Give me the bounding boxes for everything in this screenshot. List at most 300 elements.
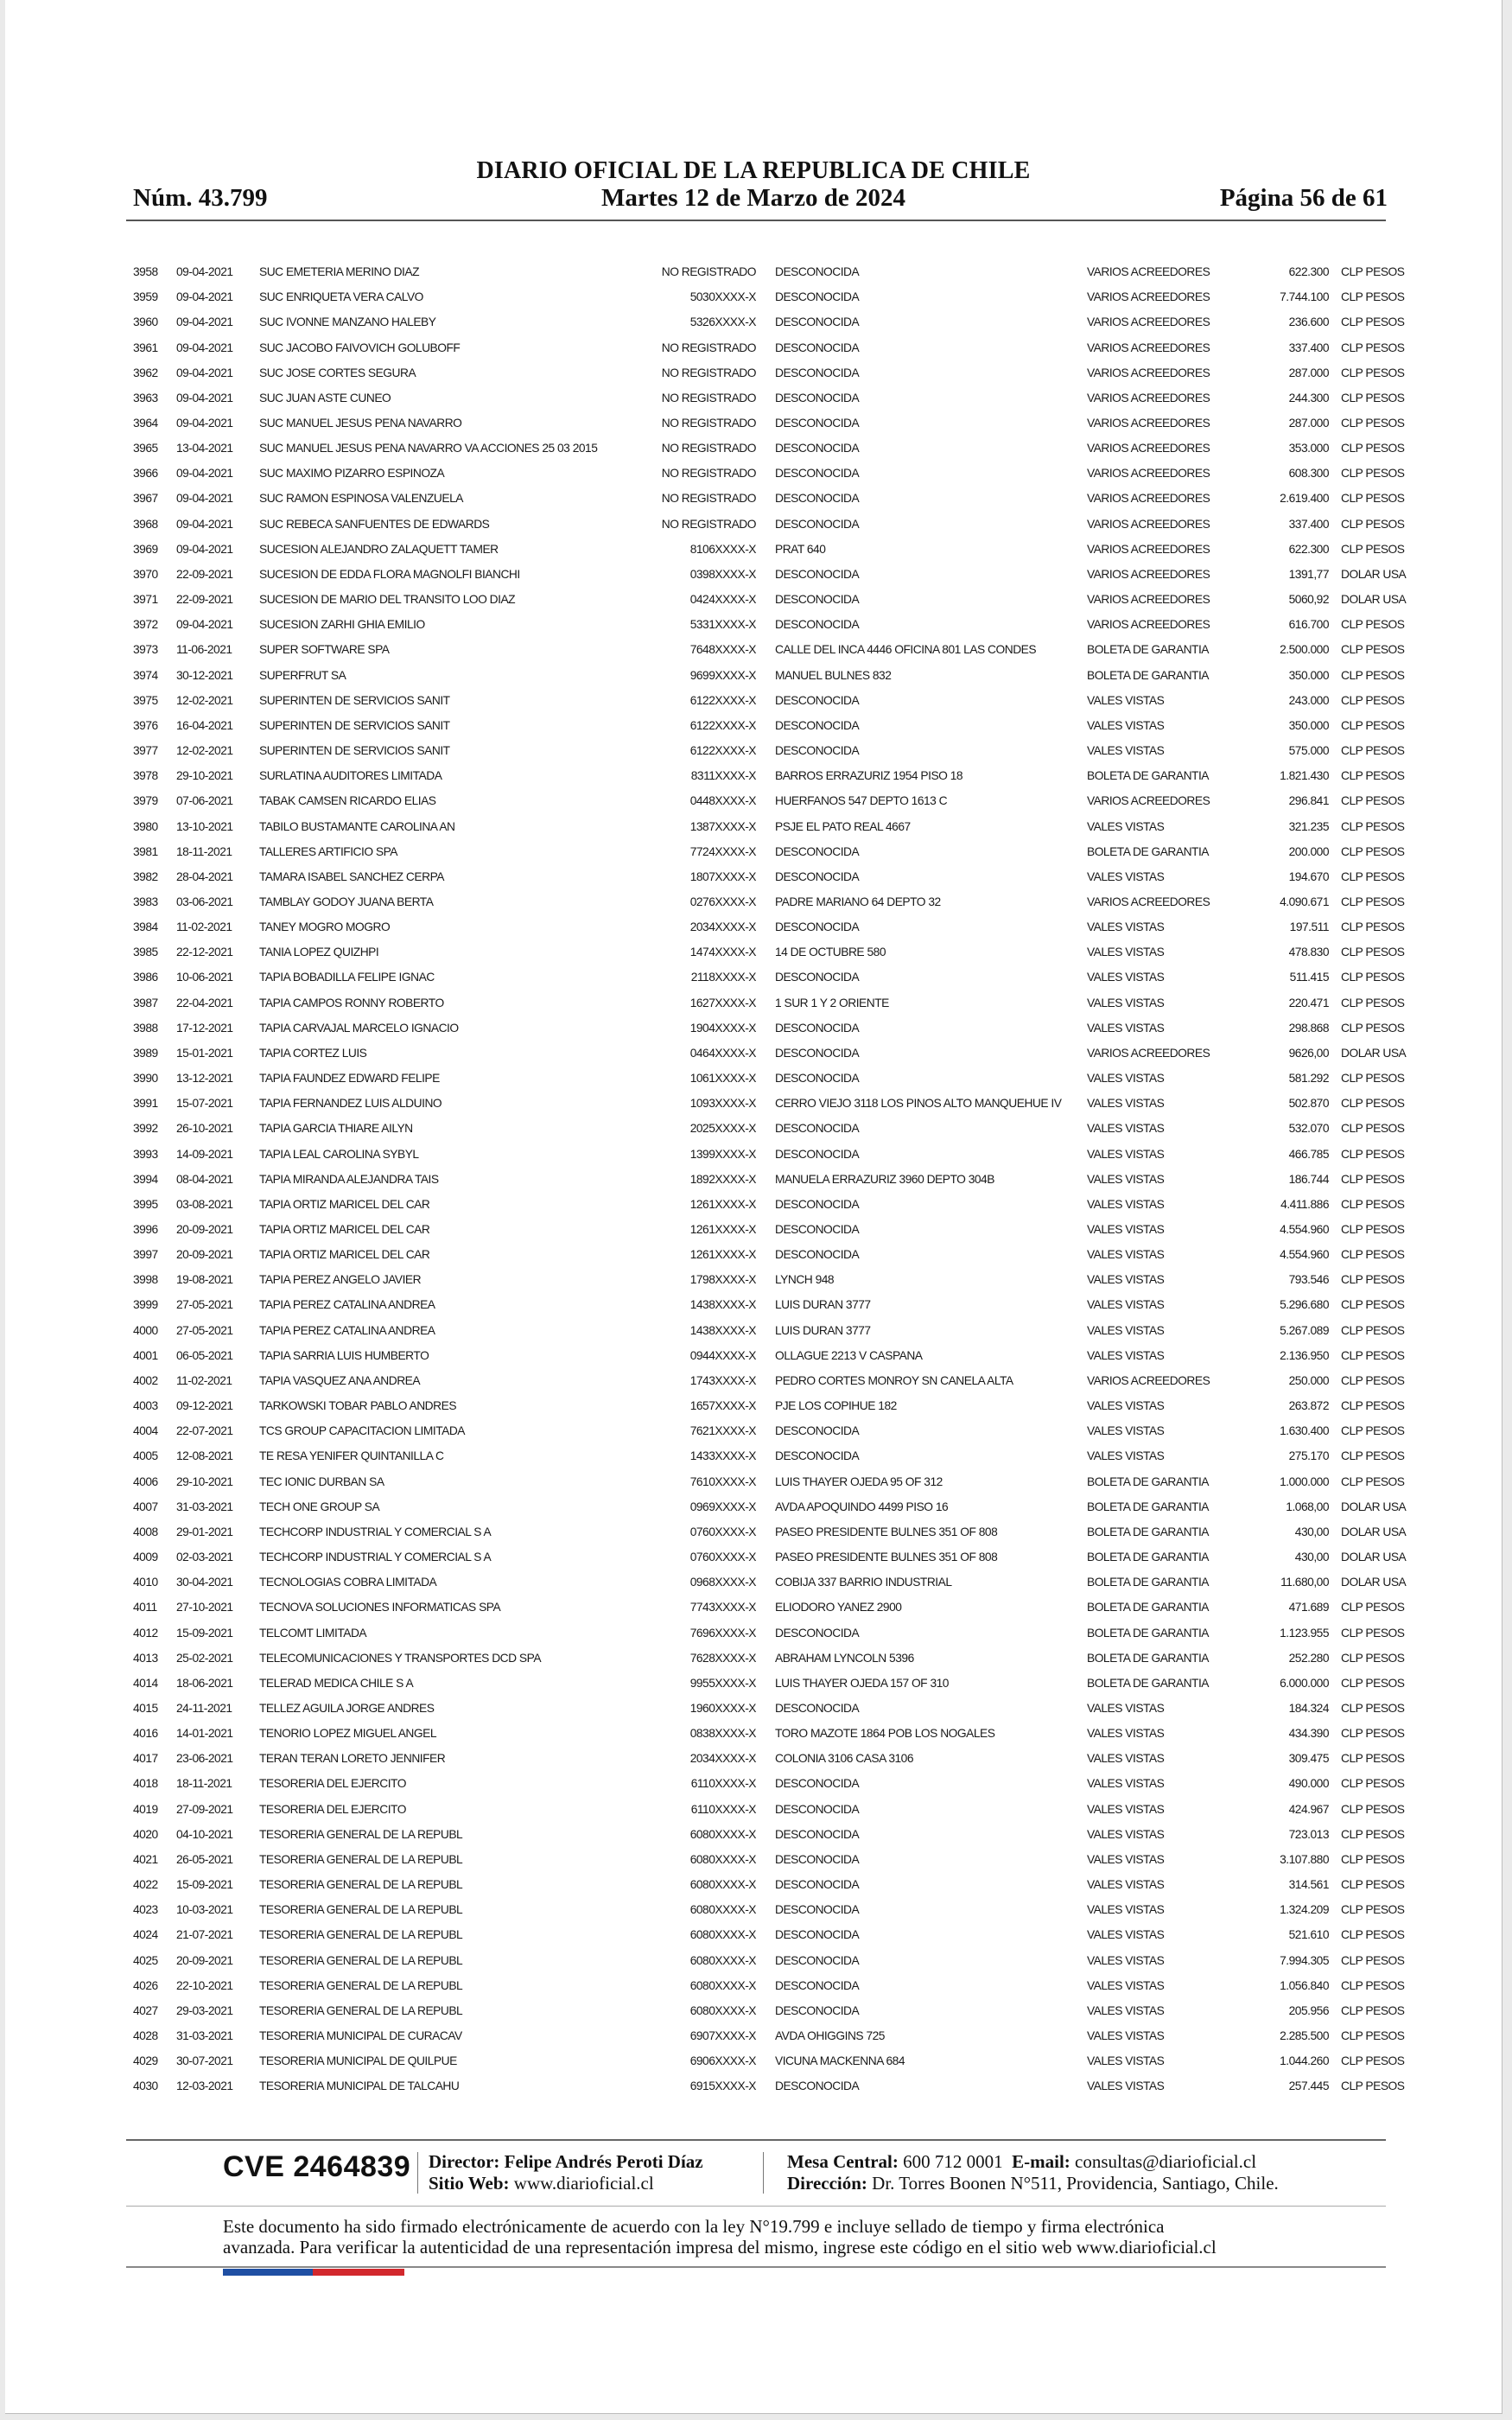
holder-name: TESORERIA GENERAL DE LA REPUBL [259,1827,463,1841]
holder-address: PEDRO CORTES MONROY SN CANELA ALTA [775,1373,1013,1387]
currency: CLP PESOS [1341,819,1405,833]
footer-divider-middle [126,2206,1386,2207]
holder-address: DESCONOCIDA [775,517,860,531]
holder-rut: NO REGISTRADO [661,517,756,531]
holder-name: SUC MAXIMO PIZARRO ESPINOZA [259,467,445,481]
amount: 622.300 [1288,265,1329,279]
holder-address: PRAT 640 [775,542,826,556]
holder-rut: 1261XXXX-X [689,1223,756,1237]
table-row [133,1721,1410,1746]
currency: CLP PESOS [1341,946,1405,959]
record-date: 18-11-2021 [176,1777,232,1791]
record-date: 09-04-2021 [176,315,233,329]
amount: 243.000 [1288,693,1329,707]
record-number: 4000 [133,1323,158,1337]
holder-rut: 6080XXXX-X [689,1827,756,1841]
holder-rut: 6080XXXX-X [689,1878,756,1892]
holder-name: TAPIA LEAL CAROLINA SYBYL [259,1147,419,1161]
amount: 220.471 [1288,996,1329,1009]
table-row [133,2023,1410,2048]
record-number: 3968 [133,517,158,531]
table-row [133,385,1410,411]
holder-rut: 7696XXXX-X [689,1626,756,1640]
record-number: 4030 [133,2079,158,2093]
currency: CLP PESOS [1341,1323,1405,1337]
currency: DOLAR USA [1341,1551,1407,1564]
table-row [133,839,1410,864]
holder-name: SURLATINA AUDITORES LIMITADA [259,769,442,783]
holder-name: TAPIA ORTIZ MARICEL DEL CAR [259,1248,430,1262]
holder-rut: 0838XXXX-X [689,1727,756,1741]
holder-address: HUERFANOS 547 DEPTO 1613 C [775,794,948,808]
record-number: 4018 [133,1777,158,1791]
holder-rut: 5030XXXX-X [689,290,756,304]
table-row [133,1267,1410,1292]
record-number: 4012 [133,1626,158,1640]
record-number: 3962 [133,366,158,379]
holder-rut: 1261XXXX-X [689,1248,756,1262]
holder-address: DESCONOCIDA [775,2003,860,2017]
currency: CLP PESOS [1341,1122,1405,1136]
holder-rut: 7628XXXX-X [689,1651,756,1665]
records-table [133,259,1410,2098]
currency: CLP PESOS [1341,1072,1405,1086]
record-date: 03-06-2021 [176,895,233,908]
document-type: VALES VISTAS [1087,2079,1165,2093]
holder-address: BARROS ERRAZURIZ 1954 PISO 18 [775,769,963,783]
header-divider [126,220,1386,221]
director-name: Director: Felipe Andrés Peroti Díaz [429,2151,703,2172]
holder-rut: 1474XXXX-X [689,946,756,959]
record-number: 4011 [133,1601,157,1614]
document-type: BOLETA DE GARANTIA [1087,1601,1210,1614]
record-number: 3978 [133,769,158,783]
amount: 2.500.000 [1280,643,1329,657]
amount: 263.872 [1288,1399,1329,1413]
currency: CLP PESOS [1341,794,1405,808]
amount: 4.554.960 [1280,1248,1329,1262]
record-date: 26-05-2021 [176,1852,233,1866]
record-date: 06-05-2021 [176,1348,233,1362]
currency: CLP PESOS [1341,1373,1405,1387]
document-type: VALES VISTAS [1087,1298,1165,1312]
record-number: 4025 [133,1953,158,1967]
currency: CLP PESOS [1341,744,1405,758]
holder-name: TESORERIA DEL EJERCITO [259,1802,406,1816]
record-date: 12-02-2021 [176,744,233,758]
document-type: VALES VISTAS [1087,693,1165,707]
amount: 622.300 [1288,542,1329,556]
amount: 2.285.500 [1280,2029,1329,2043]
table-row [133,1192,1410,1217]
holder-name: TANEY MOGRO MOGRO [259,920,391,934]
document-type: VALES VISTAS [1087,1223,1165,1237]
holder-name: TENORIO LOPEZ MIGUEL ANGEL [259,1727,436,1741]
holder-name: TAPIA PEREZ CATALINA ANDREA [259,1323,435,1337]
record-number: 4002 [133,1373,158,1387]
table-row [133,1066,1410,1091]
record-number: 3977 [133,744,158,758]
holder-address: VICUNA MACKENNA 684 [775,2054,905,2068]
holder-address: OLLAGUE 2213 V CASPANA [775,1348,923,1362]
phone-label: Mesa Central: [787,2151,899,2172]
holder-address: DESCONOCIDA [775,1827,860,1841]
holder-address: DESCONOCIDA [775,718,860,732]
currency: CLP PESOS [1341,643,1405,657]
record-date: 03-08-2021 [176,1197,233,1211]
phone-number: 600 712 0001 [903,2151,1003,2172]
currency: CLP PESOS [1341,769,1405,783]
footer-separator [763,2152,764,2194]
currency: CLP PESOS [1341,1399,1405,1413]
amount: 608.300 [1288,467,1329,481]
amount: 511.415 [1289,971,1329,984]
currency: CLP PESOS [1341,1424,1405,1438]
table-row [133,512,1410,537]
record-number: 3993 [133,1147,158,1161]
document-type: BOLETA DE GARANTIA [1087,1626,1210,1640]
table-row [133,461,1410,486]
record-date: 27-05-2021 [176,1323,233,1337]
record-date: 22-04-2021 [176,996,233,1009]
table-row [133,990,1410,1016]
holder-address: LUIS THAYER OJEDA 157 OF 310 [775,1676,949,1690]
record-date: 02-03-2021 [176,1551,233,1564]
holder-rut: 1892XXXX-X [689,1172,756,1186]
record-number: 3998 [133,1273,158,1287]
holder-name: SUPERINTEN DE SERVICIOS SANIT [259,718,450,732]
amount: 4.411.886 [1280,1197,1329,1211]
amount: 287.000 [1288,417,1329,430]
document-type: BOLETA DE GARANTIA [1087,668,1210,682]
record-number: 3979 [133,794,158,808]
holder-address: ELIODORO YANEZ 2900 [775,1601,902,1614]
record-number: 4022 [133,1878,158,1892]
record-number: 4017 [133,1752,158,1766]
holder-address: DESCONOCIDA [775,290,860,304]
holder-name: TESORERIA GENERAL DE LA REPUBL [259,1978,463,1992]
record-number: 4004 [133,1424,158,1438]
currency: DOLAR USA [1341,1576,1407,1589]
record-number: 3965 [133,442,158,455]
currency: CLP PESOS [1341,542,1405,556]
record-number: 3974 [133,668,158,682]
currency: CLP PESOS [1341,1701,1405,1715]
holder-rut: 7724XXXX-X [689,844,756,858]
table-row [133,1947,1410,1972]
holder-address: DESCONOCIDA [775,744,860,758]
holder-address: DESCONOCIDA [775,1147,860,1161]
record-number: 3969 [133,542,158,556]
holder-address: DESCONOCIDA [775,1122,860,1136]
document-type: VALES VISTAS [1087,869,1165,883]
amount: 298.868 [1288,1021,1329,1035]
table-row [133,587,1410,612]
holder-rut: 6080XXXX-X [689,1953,756,1967]
amount: 616.700 [1288,618,1329,632]
table-row [133,1872,1410,1897]
holder-name: SUC JACOBO FAIVOVICH GOLUBOFF [259,341,461,354]
currency: CLP PESOS [1341,1827,1405,1841]
holder-name: TAPIA ORTIZ MARICEL DEL CAR [259,1223,430,1237]
holder-rut: NO REGISTRADO [661,366,756,379]
holder-name: TABILO BUSTAMANTE CAROLINA AN [259,819,455,833]
amount: 1.123.955 [1280,1626,1329,1640]
record-date: 11-02-2021 [176,1373,232,1387]
currency: CLP PESOS [1341,442,1405,455]
holder-rut: 0968XXXX-X [689,1576,756,1589]
table-row [133,1973,1410,1998]
holder-name: SUC REBECA SANFUENTES DE EDWARDS [259,517,490,531]
holder-rut: NO REGISTRADO [661,265,756,279]
record-date: 27-10-2021 [176,1601,233,1614]
table-row [133,1343,1410,1368]
holder-address: DESCONOCIDA [775,920,860,934]
holder-name: SUPER SOFTWARE SPA [259,643,390,657]
record-number: 4023 [133,1903,158,1917]
holder-address: DESCONOCIDA [775,391,860,404]
document-type: VALES VISTAS [1087,1097,1165,1111]
currency: CLP PESOS [1341,290,1405,304]
holder-rut: 9955XXXX-X [689,1676,756,1690]
holder-address: CERRO VIEJO 3118 LOS PINOS ALTO MANQUEHUE IV [775,1097,1062,1111]
record-date: 12-03-2021 [176,2079,233,2093]
address-label: Dirección: [787,2173,867,2194]
holder-name: TESORERIA MUNICIPAL DE CURACAV [259,2029,462,2043]
record-number: 3988 [133,1021,158,1035]
holder-name: TE RESA YENIFER QUINTANILLA C [259,1449,444,1463]
holder-rut: 6122XXXX-X [689,744,756,758]
record-date: 27-09-2021 [176,1802,233,1816]
currency: CLP PESOS [1341,1651,1405,1665]
record-date: 26-10-2021 [176,1122,233,1136]
record-date: 09-04-2021 [176,618,233,632]
document-type: VALES VISTAS [1087,1802,1165,1816]
table-row [133,788,1410,813]
holder-address: DESCONOCIDA [775,1777,860,1791]
holder-name: SUCESION DE MARIO DEL TRANSITO LOO DIAZ [259,593,516,607]
holder-rut: 2034XXXX-X [689,1752,756,1766]
table-row [133,309,1410,334]
record-date: 23-06-2021 [176,1752,233,1766]
document-type: VALES VISTAS [1087,1273,1165,1287]
document-type: VALES VISTAS [1087,946,1165,959]
document-type: VARIOS ACREEDORES [1087,794,1210,808]
holder-name: TAPIA CARVAJAL MARCELO IGNACIO [259,1021,459,1035]
amount: 337.400 [1288,517,1329,531]
holder-address: DESCONOCIDA [775,442,860,455]
record-number: 3996 [133,1223,158,1237]
holder-address: TORO MAZOTE 1864 POB LOS NOGALES [775,1727,995,1741]
record-date: 17-12-2021 [176,1021,233,1035]
holder-rut: 0760XXXX-X [689,1551,756,1564]
holder-address: DESCONOCIDA [775,1223,860,1237]
document-type: VARIOS ACREEDORES [1087,593,1210,607]
record-number: 4003 [133,1399,158,1413]
holder-rut: 0398XXXX-X [689,567,756,581]
holder-address: DESCONOCIDA [775,467,860,481]
record-number: 3961 [133,341,158,354]
holder-name: TCS GROUP CAPACITACION LIMITADA [259,1424,465,1438]
amount: 2.619.400 [1280,492,1329,506]
currency: CLP PESOS [1341,1273,1405,1287]
table-row [133,334,1410,360]
table-row [133,1318,1410,1343]
holder-address: DESCONOCIDA [775,492,860,506]
amount: 1.056.840 [1280,1978,1329,1992]
legal-notice [223,2216,1346,2258]
document-type: VARIOS ACREEDORES [1087,341,1210,354]
currency: CLP PESOS [1341,1752,1405,1766]
document-type: VARIOS ACREEDORES [1087,366,1210,379]
amount: 197.511 [1289,920,1329,934]
record-number: 3991 [133,1097,158,1111]
holder-rut: 1261XXXX-X [689,1197,756,1211]
amount: 205.956 [1288,2003,1329,2017]
holder-name: TECNOLOGIAS COBRA LIMITADA [259,1576,437,1589]
table-row [133,284,1410,309]
holder-name: SUC MANUEL JESUS PENA NAVARRO VA ACCIONES 25 03 2015 [259,442,598,455]
holder-address: 1 SUR 1 Y 2 ORIENTE [775,996,889,1009]
currency: CLP PESOS [1341,1626,1405,1640]
table-row [133,1217,1410,1242]
holder-name: SUCESION ALEJANDRO ZALAQUETT TAMER [259,542,499,556]
record-date: 25-02-2021 [176,1651,233,1665]
website-label: Sitio Web: [429,2173,510,2194]
amount: 184.324 [1288,1701,1329,1715]
table-row [133,1998,1410,2023]
table-row [133,1016,1410,1041]
holder-rut: 1387XXXX-X [689,819,756,833]
table-row [133,436,1410,461]
holder-name: TAPIA VASQUEZ ANA ANDREA [259,1373,421,1387]
document-type: VALES VISTAS [1087,920,1165,934]
amount: 287.000 [1288,366,1329,379]
amount: 1391,77 [1288,567,1329,581]
currency: CLP PESOS [1341,1852,1405,1866]
amount: 321.235 [1288,819,1329,833]
holder-address: DESCONOCIDA [775,1978,860,1992]
website-link[interactable]: www.diarioficial.cl [513,2173,654,2194]
table-row [133,1771,1410,1796]
record-date: 22-12-2021 [176,946,233,959]
record-number: 4014 [133,1676,158,1690]
record-number: 4019 [133,1802,158,1816]
currency: CLP PESOS [1341,1978,1405,1992]
holder-name: SUPERINTEN DE SERVICIOS SANIT [259,693,450,707]
document-type: BOLETA DE GARANTIA [1087,1474,1210,1488]
holder-rut: 0969XXXX-X [689,1500,756,1513]
table-row [133,1494,1410,1519]
holder-rut: 6110XXXX-X [690,1777,756,1791]
holder-rut: 6080XXXX-X [689,1978,756,1992]
document-type: BOLETA DE GARANTIA [1087,1651,1210,1665]
table-row [133,1292,1410,1317]
amount: 430,00 [1294,1551,1329,1564]
record-number: 4009 [133,1551,158,1564]
currency: CLP PESOS [1341,2029,1405,2043]
legal-line-2: avanzada. Para verificar la autenticidad de una representación impresa del mismo, ingrese este código en el sitio web www.diarioficial.cl [223,2237,1217,2258]
holder-rut: 0760XXXX-X [689,1525,756,1538]
holder-rut: 1807XXXX-X [689,869,756,883]
document-type: VALES VISTAS [1087,1928,1165,1942]
footer-divider-top [126,2139,1386,2141]
holder-rut: 1627XXXX-X [689,996,756,1009]
record-date: 14-01-2021 [176,1727,233,1741]
document-type: VALES VISTAS [1087,1072,1165,1086]
record-date: 15-09-2021 [176,1626,233,1640]
record-date: 09-04-2021 [176,366,233,379]
document-type: VALES VISTAS [1087,1878,1165,1892]
document-type: VALES VISTAS [1087,1777,1165,1791]
holder-rut: 1657XXXX-X [689,1399,756,1413]
amount: 314.561 [1288,1878,1329,1892]
document-type: VALES VISTAS [1087,1021,1165,1035]
holder-address: 14 DE OCTUBRE 580 [775,946,886,959]
table-row [133,738,1410,763]
amount: 424.967 [1288,1802,1329,1816]
document-type: VALES VISTAS [1087,1449,1165,1463]
amount: 200.000 [1288,844,1329,858]
holder-address: CALLE DEL INCA 4446 OFICINA 801 LAS CONDES [775,643,1037,657]
table-row [133,1797,1410,1822]
currency: CLP PESOS [1341,2054,1405,2068]
amount: 252.280 [1288,1651,1329,1665]
holder-name: TESORERIA DEL EJERCITO [259,1777,406,1791]
holder-address: DESCONOCIDA [775,1197,860,1211]
document-type: VARIOS ACREEDORES [1087,290,1210,304]
holder-name: TESORERIA GENERAL DE LA REPUBL [259,1878,463,1892]
document-type: VARIOS ACREEDORES [1087,442,1210,455]
amount: 244.300 [1288,391,1329,404]
document-type: VALES VISTAS [1087,1752,1165,1766]
table-row [133,939,1410,965]
holder-name: SUC MANUEL JESUS PENA NAVARRO [259,417,462,430]
holder-rut: 8106XXXX-X [689,542,756,556]
record-date: 22-10-2021 [176,1978,233,1992]
table-row [133,763,1410,788]
holder-address: DESCONOCIDA [775,1248,860,1262]
record-number: 3967 [133,492,158,506]
holder-rut: NO REGISTRADO [661,391,756,404]
holder-address: DESCONOCIDA [775,366,860,379]
record-date: 30-07-2021 [176,2054,233,2068]
holder-rut: 0276XXXX-X [689,895,756,908]
holder-address: DESCONOCIDA [775,1424,860,1438]
document-type: VALES VISTAS [1087,1172,1165,1186]
holder-rut: 6080XXXX-X [689,1903,756,1917]
email-link[interactable]: consultas@diarioficial.cl [1075,2151,1257,2172]
holder-name: SUC IVONNE MANZANO HALEBY [259,315,436,329]
record-number: 4028 [133,2029,158,2043]
holder-address: LUIS THAYER OJEDA 95 OF 312 [775,1474,943,1488]
record-number: 4007 [133,1500,158,1513]
currency: CLP PESOS [1341,391,1405,404]
holder-rut: 1960XXXX-X [689,1701,756,1715]
document-type: VALES VISTAS [1087,2029,1165,2043]
holder-address: PASEO PRESIDENTE BULNES 351 OF 808 [775,1525,998,1538]
amount: 793.546 [1288,1273,1329,1287]
currency: CLP PESOS [1341,693,1405,707]
holder-name: TAMBLAY GODOY JUANA BERTA [259,895,434,908]
holder-name: SUCESION ZARHI GHIA EMILIO [259,618,425,632]
holder-address: DESCONOCIDA [775,1928,860,1942]
holder-name: TELCOMT LIMITADA [259,1626,367,1640]
table-row [133,1646,1410,1671]
holder-name: SUPERFRUT SA [259,668,346,682]
currency: CLP PESOS [1341,1147,1405,1161]
address-text: Dr. Torres Boonen N°511, Providencia, Santiago, Chile. [872,2173,1279,2194]
